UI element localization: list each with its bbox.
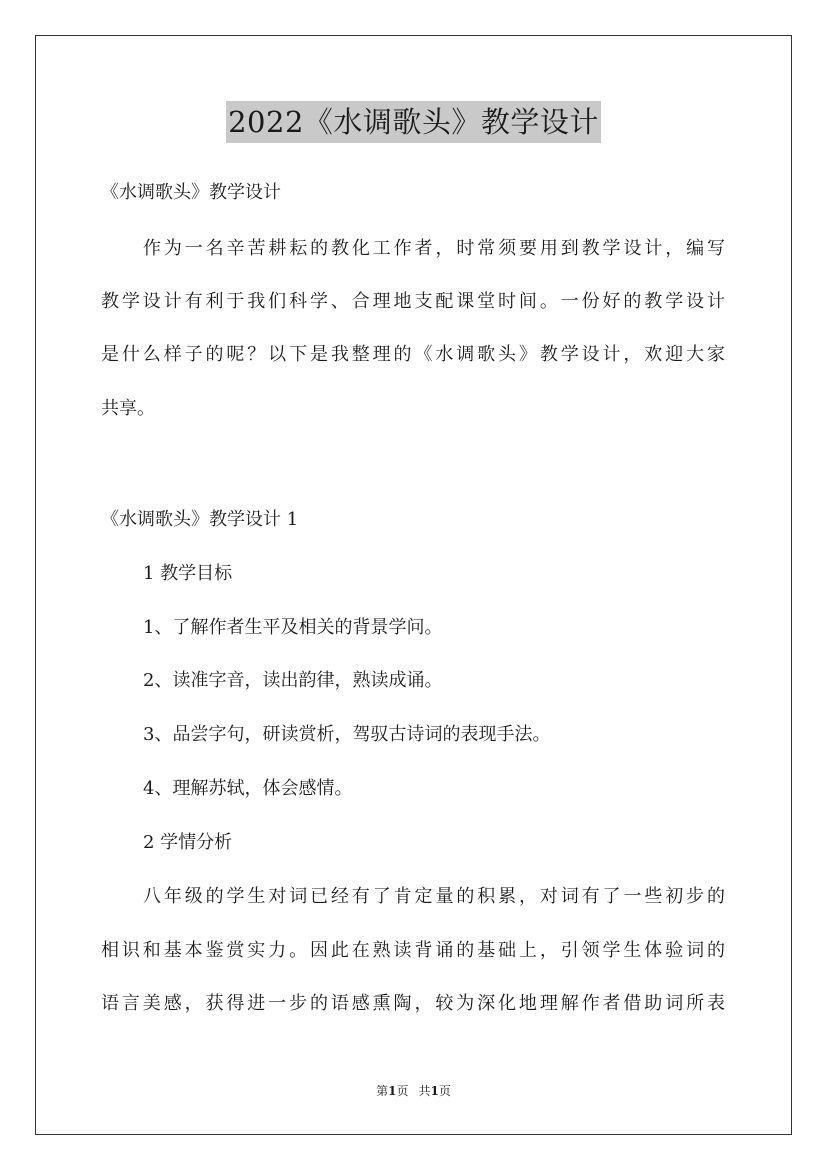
footer-total-prefix: 共 <box>418 1084 431 1098</box>
goal-item: 3、品尝字句，研读赏析，驾驭古诗词的表现手法。 <box>143 724 551 745</box>
analysis-line: 语言美感，获得进一步的语感熏陶，较为深化地理解作者借助词所表 <box>101 993 725 1014</box>
footer-page-mid: 页 <box>396 1084 409 1098</box>
footer-page-total: 1 <box>430 1084 439 1098</box>
footer-page-prefix: 第 <box>376 1084 389 1098</box>
title-container <box>0 101 827 143</box>
intro-line: 教学设计有利于我们科学、合理地支配课堂时间。一份好的教学设计 <box>101 291 725 312</box>
goal-item: 2、读准字音，读出韵律，熟读成诵。 <box>143 670 443 691</box>
intro-line: 是什么样子的呢？以下是我整理的《水调歌头》教学设计，欢迎大家 <box>101 344 725 365</box>
goal-item: 4、理解苏轼，体会感情。 <box>143 778 353 799</box>
analysis-line: 相识和基本鉴赏实力。因此在熟读背诵的基础上，引领学生体验词的 <box>101 940 725 961</box>
section-heading: 《水调歌头》教学设计 1 <box>101 509 299 530</box>
goal-item: 1、了解作者生平及相关的背景学问。 <box>143 617 443 638</box>
intro-line: 作为一名辛苦耕耘的教化工作者，时常须要用到教学设计，编写 <box>143 238 725 259</box>
footer-page-current: 1 <box>388 1084 397 1098</box>
analysis-line: 八年级的学生对词已经有了肯定量的积累，对词有了一些初步的 <box>143 886 725 907</box>
footer-total-suffix: 页 <box>438 1084 451 1098</box>
page-footer <box>0 1083 827 1099</box>
document-title: 2022《水调歌头》教学设计 <box>226 101 601 143</box>
analysis-heading: 2 学情分析 <box>143 832 233 853</box>
intro-line: 共享。 <box>101 398 155 419</box>
subtitle: 《水调歌头》教学设计 <box>101 182 281 203</box>
goals-heading: 1 教学目标 <box>143 563 233 584</box>
